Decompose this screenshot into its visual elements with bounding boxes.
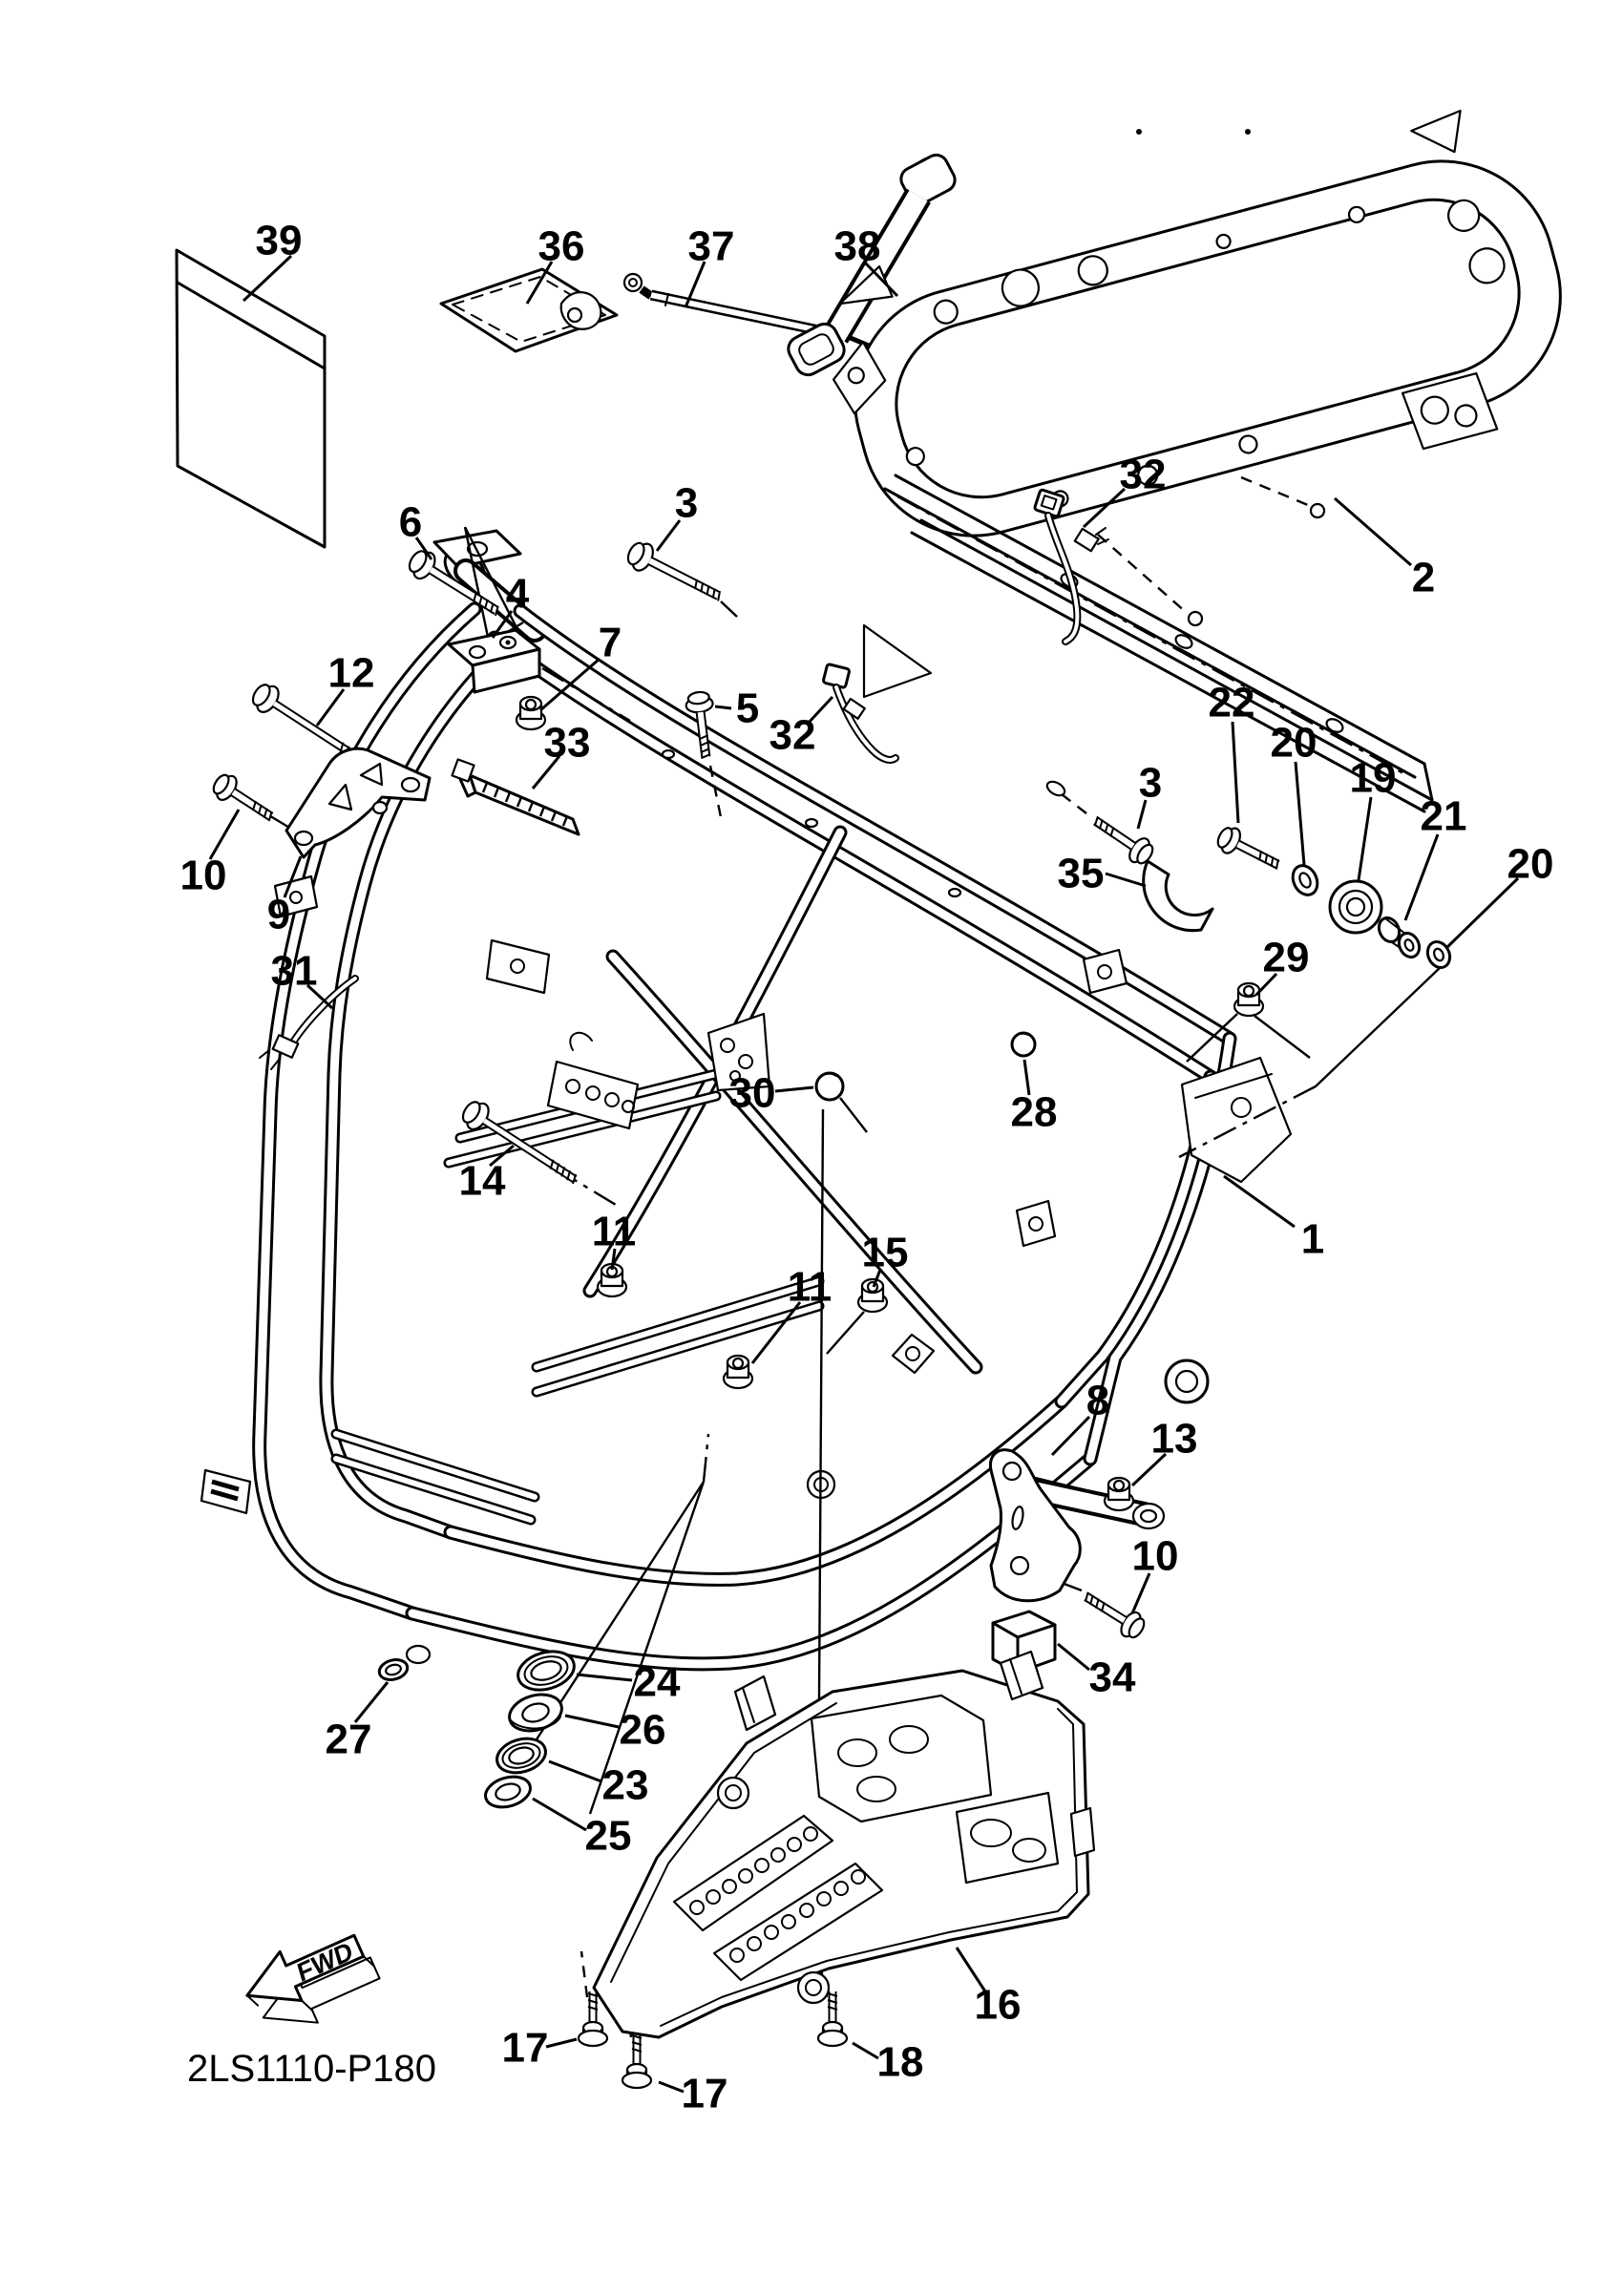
- bushing-26: [505, 1689, 566, 1737]
- bolt-10b: [1079, 1585, 1149, 1642]
- leader-1: [1224, 1176, 1295, 1227]
- rear-lug: [1017, 1201, 1055, 1246]
- fwd-text: FWD: [293, 1935, 356, 1989]
- callout-10a: 10: [179, 852, 227, 899]
- collar-21: [1375, 915, 1423, 960]
- leader-23: [549, 1761, 601, 1781]
- leader-2: [1335, 498, 1411, 565]
- callout-9: 9: [266, 891, 291, 938]
- reference-dot: [1245, 129, 1251, 135]
- callout-7: 7: [598, 619, 622, 666]
- leader-19: [1359, 797, 1371, 880]
- nut-29: [1234, 983, 1263, 1016]
- plug-27: [377, 1656, 410, 1682]
- callout-29: 29: [1262, 934, 1310, 981]
- bolt-22: [1213, 823, 1284, 876]
- leader-17a: [546, 2039, 577, 2047]
- callout-34: 34: [1088, 1654, 1136, 1701]
- leader-5: [715, 706, 731, 708]
- left-end-cap: [201, 1470, 250, 1513]
- callout-17a: 17: [501, 2024, 549, 2072]
- callout-21: 21: [1420, 792, 1467, 840]
- clamp-35: [1144, 861, 1212, 931]
- reference-dot: [1136, 129, 1142, 135]
- clamp-bracket: [487, 940, 549, 993]
- plug-28: [1012, 1033, 1035, 1056]
- leader-30: [775, 1087, 813, 1091]
- callout-11a: 11: [591, 1208, 637, 1255]
- callout-16: 16: [974, 1981, 1022, 2029]
- callout-24: 24: [633, 1658, 681, 1706]
- callout-31: 31: [270, 947, 318, 995]
- callout-11b: 11: [787, 1263, 833, 1311]
- callout-36: 36: [537, 222, 585, 270]
- leader-20a: [1296, 762, 1304, 865]
- leader-20b: [1447, 878, 1518, 947]
- fwd-arrow: [237, 1919, 387, 2044]
- callout-4: 4: [505, 570, 530, 618]
- diagram-code: 2LS1110-P180: [187, 2048, 436, 2090]
- leader-21: [1405, 834, 1438, 920]
- leader-35: [1106, 874, 1146, 886]
- callout-38: 38: [833, 222, 881, 270]
- nut-13: [1105, 1478, 1133, 1510]
- callout-5: 5: [735, 685, 760, 732]
- bolt-17b: [622, 2033, 651, 2088]
- leader-25: [533, 1799, 586, 1830]
- callout-3a: 3: [674, 479, 699, 527]
- callout-26: 26: [619, 1706, 666, 1754]
- callout-22: 22: [1208, 679, 1255, 727]
- callout-18: 18: [876, 2038, 924, 2086]
- damper-strip-33: [452, 759, 579, 834]
- nut-15: [858, 1279, 887, 1312]
- callout-32a: 32: [1119, 451, 1167, 498]
- callout-10b: 10: [1131, 1532, 1179, 1580]
- bolt-10a: [209, 770, 279, 829]
- seal-25: [482, 1772, 534, 1812]
- callout-19: 19: [1349, 754, 1397, 802]
- nut-11b: [724, 1356, 752, 1388]
- callout-32b: 32: [769, 711, 816, 759]
- washer-20a: [1288, 861, 1321, 898]
- callout-20a: 20: [1270, 719, 1317, 767]
- callout-27: 27: [325, 1716, 372, 1763]
- callout-30: 30: [728, 1069, 776, 1117]
- callout-39: 39: [255, 217, 303, 264]
- tool-pouch-36: [441, 269, 617, 351]
- callout-20b: 20: [1507, 840, 1554, 888]
- head-gusset: [864, 625, 931, 697]
- leader-26: [565, 1716, 619, 1727]
- callout-37: 37: [687, 222, 735, 270]
- bolt-3a: [623, 537, 727, 609]
- callout-8: 8: [1086, 1377, 1110, 1424]
- callout-33: 33: [543, 719, 591, 767]
- callout-23: 23: [601, 1761, 649, 1809]
- callout-2: 2: [1411, 554, 1436, 601]
- callout-14: 14: [458, 1157, 506, 1205]
- callout-25: 25: [584, 1812, 632, 1860]
- callout-1: 1: [1300, 1215, 1325, 1263]
- leader-11b: [752, 1302, 800, 1363]
- callout-3b: 3: [1138, 759, 1163, 807]
- callout-28: 28: [1010, 1088, 1058, 1136]
- seal-23: [493, 1733, 549, 1778]
- callout-35: 35: [1057, 850, 1105, 897]
- leader-8: [1052, 1417, 1089, 1455]
- callout-12: 12: [327, 649, 375, 697]
- bushing-19: [1330, 881, 1381, 933]
- leader-17b: [659, 2082, 684, 2092]
- callout-13: 13: [1150, 1415, 1198, 1463]
- leader-22: [1233, 722, 1238, 823]
- leader-24: [577, 1675, 632, 1680]
- leader-18: [853, 2043, 878, 2058]
- leader-34: [1058, 1644, 1089, 1670]
- nut-7: [516, 697, 545, 729]
- skid-plate-16: [594, 1652, 1094, 2037]
- callout-6: 6: [398, 498, 423, 546]
- callout-15: 15: [861, 1229, 909, 1276]
- callout-17b: 17: [681, 2070, 728, 2117]
- cap-30: [816, 1073, 843, 1100]
- diamond-lug: [893, 1335, 934, 1373]
